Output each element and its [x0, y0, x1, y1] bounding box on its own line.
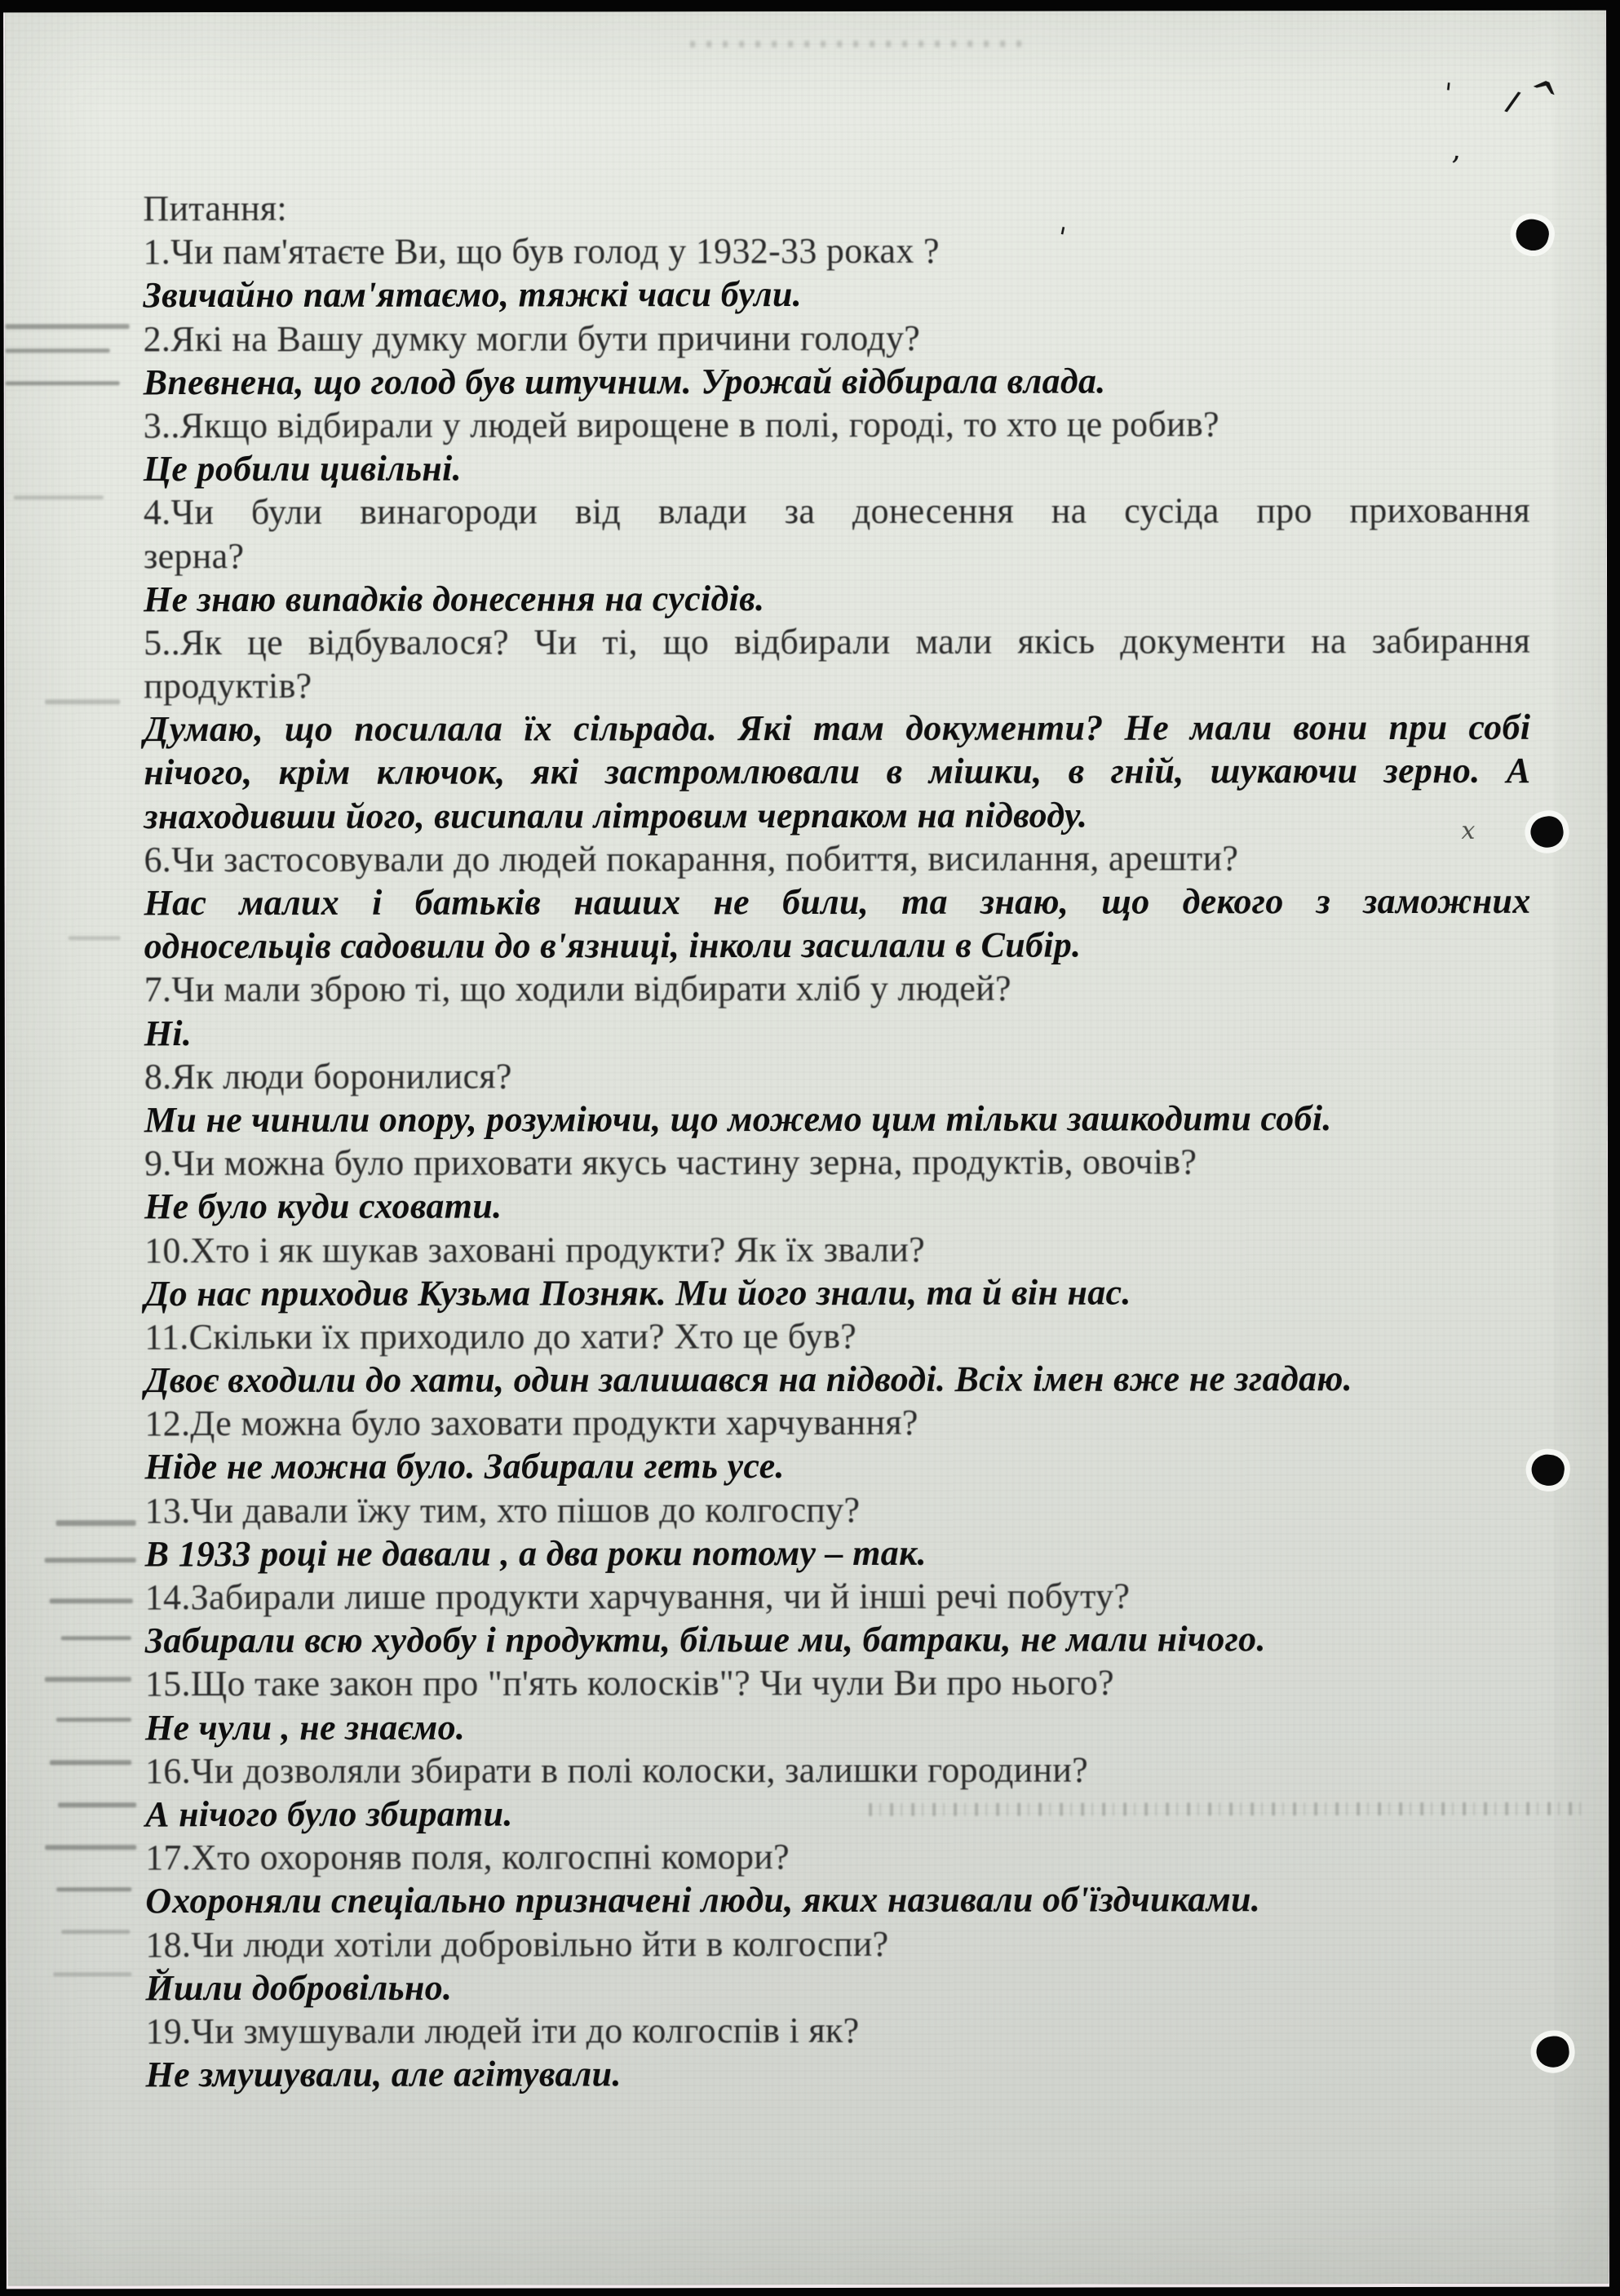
- pencil-mark: х: [1461, 816, 1476, 845]
- scan-streak: [58, 1802, 136, 1807]
- answer-line: Ми не чинили опору, розуміючи, що можемо цим тільки зашкодити собі.: [144, 1098, 1332, 1141]
- scan-streak: [6, 381, 120, 385]
- pen-mark: ,: [1450, 132, 1463, 167]
- pen-mark: /: [1503, 84, 1523, 119]
- scan-streak: [53, 1972, 131, 1976]
- question-line: 10.Хто і як шукав заховані продукти? Як їх звали?: [144, 1229, 926, 1270]
- answer-line: Двоє входили до хати, один залишався на підводі. Всіх імен вже не згадаю.: [144, 1359, 1353, 1401]
- answer-line: Нас малих і батьків наших не били, та знаю, що декого з заможних: [144, 880, 1531, 924]
- question-line: зерна?: [143, 535, 245, 576]
- scan-streak: [14, 495, 104, 499]
- answer-line: Впевнена, що голод був штучним. Урожай відбирала влада.: [143, 361, 1106, 402]
- question-line: 14.Забирали лише продукти харчування, чи й інші речі побуту?: [144, 1576, 1131, 1618]
- answer-line: В 1933 році не давали , а два роки потому – так.: [144, 1532, 927, 1574]
- scan-streak: [45, 1677, 131, 1682]
- answer-line: Ні.: [144, 1013, 193, 1053]
- scan-streak: [61, 1636, 131, 1640]
- punch-hole: [1535, 2035, 1571, 2069]
- scan-streak: [45, 1845, 136, 1850]
- question-line: 4.Чи були винагороди від влади за донесення на сусіда про приховання: [143, 490, 1530, 533]
- question-line: 7.Чи мали зброю ті, що ходили відбирати хліб у людей?: [144, 968, 1011, 1010]
- question-line: продуктів?: [144, 665, 312, 707]
- answer-line: Думаю, що посилала їх сільрада. Які там документи? Не мали вони при собі: [144, 707, 1531, 750]
- answer-line: Охороняли спеціально призначені люди, яких називали об'їздчиками.: [145, 1879, 1261, 1921]
- question-line: 11.Скільки їх приходило до хати? Хто це був?: [144, 1315, 857, 1358]
- scan-smudge-band: [869, 1802, 1587, 1816]
- answer-line: односельців садовили до в'язниці, інколи засилали в Сибір.: [144, 924, 1082, 967]
- pen-mark: ': [1054, 221, 1069, 255]
- scan-streak: [56, 1718, 131, 1722]
- answer-line: Забирали всю худобу і продукти, більше ми, батраки, не мали нічого.: [144, 1619, 1266, 1661]
- answer-line: Це робили цивільні.: [143, 448, 462, 490]
- answer-line: Ніде не можна було. Забирали геть усе.: [144, 1446, 785, 1487]
- question-line: 19.Чи змушували людей іти до колгоспів і як?: [145, 2010, 860, 2052]
- pen-mark: ^: [1520, 69, 1565, 120]
- scan-streak: [6, 348, 110, 352]
- question-line: 16.Чи дозволяли збирати в полі колоски, залишки городини?: [145, 1749, 1089, 1791]
- scan-streak: [50, 1598, 133, 1603]
- punch-hole: [1528, 814, 1565, 850]
- answer-line: нічого, крім ключок, які застромлювали в мішки, в гній, шукаючи зерно. А: [144, 751, 1531, 793]
- answer-line: Не було куди сховати.: [144, 1186, 502, 1227]
- answer-line: знаходивши його, висипали літровим черпаком на підводу.: [144, 795, 1088, 836]
- scan-streak: [56, 1887, 131, 1891]
- scan-streak: [45, 1558, 136, 1562]
- question-line: 8.Як люди боронилися?: [144, 1056, 512, 1097]
- answer-line: Не знаю випадків донесення на сусідів.: [144, 578, 765, 619]
- scan-streak: [6, 324, 130, 329]
- scan-streak: [45, 699, 120, 704]
- scan-streak: [61, 1930, 130, 1934]
- question-line: 13.Чи давали їжу тим, хто пішов до колгоспу?: [144, 1489, 861, 1531]
- answer-line: Не чули , не знаємо.: [144, 1707, 466, 1748]
- question-line: 18.Чи люди хотіли добровільно йти в колгоспи?: [145, 1923, 889, 1965]
- pen-mark: ': [1442, 77, 1454, 111]
- question-line: 3..Якщо відбирали у людей вирощене в полі, городі, то хто це робив?: [143, 404, 1219, 446]
- answer-line: Не змушували, але агітували.: [145, 2054, 622, 2095]
- question-line: 2.Які на Вашу думку могли бути причини голоду?: [143, 317, 921, 359]
- question-line: 5..Як це відбувалося? Чи ті, що відбирали мали якісь документи на забирання: [144, 620, 1531, 663]
- punch-hole: [1529, 1452, 1566, 1487]
- answer-line: Йшли добровільно.: [145, 1967, 453, 2008]
- document-page: [3, 11, 1609, 2289]
- question-line: 12.Де можна було заховати продукти харчування?: [144, 1403, 918, 1444]
- question-line: 9.Чи можна було приховати якусь частину зерна, продуктів, овочів?: [144, 1141, 1197, 1184]
- scan-smudge-band: [690, 41, 1033, 48]
- answer-line: Звичайно пам'ятаємо, тяжкі часи були.: [143, 274, 803, 316]
- scan-streak: [69, 936, 121, 940]
- question-line: 6.Чи застосовували до людей покарання, побиття, висилання, арешти?: [144, 838, 1239, 880]
- answer-line: А нічого було збирати.: [145, 1793, 513, 1835]
- scan-streak: [50, 1760, 131, 1765]
- question-line: 15.Що таке закон про "п'ять колосків"? Чи чули Ви про нього?: [144, 1662, 1114, 1704]
- answer-line: До нас приходив Кузьма Позняк. Ми його знали, та й він нас.: [144, 1272, 1131, 1314]
- question-line: Питання:: [143, 188, 288, 229]
- question-line: 17.Хто охороняв поля, колгоспні комори?: [145, 1837, 790, 1878]
- scan-streak: [56, 1520, 136, 1526]
- question-line: 1.Чи пам'ятаєте Ви, що був голод у 1932-33 роках ?: [143, 230, 940, 273]
